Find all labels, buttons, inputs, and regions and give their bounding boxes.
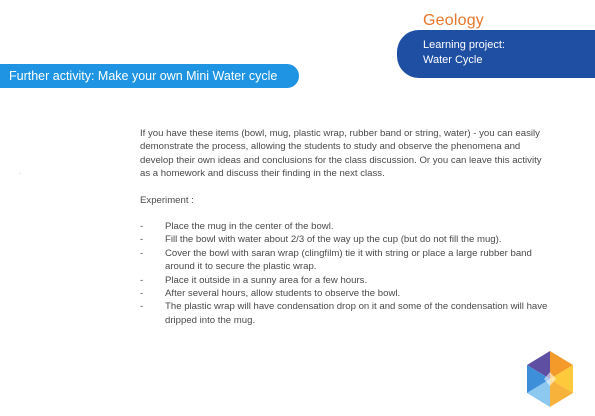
project-tab <box>397 30 595 78</box>
bullet-dash: - <box>140 221 144 233</box>
experiment-label: Experiment : <box>140 194 194 206</box>
project-name: Water Cycle <box>423 54 483 66</box>
step-text: The plastic wrap will have condensation drop on it and some of the condensation will have dripped into the mug. <box>165 301 548 326</box>
activity-content <box>140 127 550 327</box>
step-text: Place the mug in the center of the bowl. <box>165 221 334 233</box>
bullet-dash: - <box>140 234 144 246</box>
bullet-dash: - <box>140 247 144 259</box>
step-text: Fill the bowl with water about 2/3 of the way up the cup (but do not fill the mug). <box>165 234 502 246</box>
step-text: After several hours, allow students to observe the bowl. <box>165 288 401 300</box>
subject-title: Geology <box>423 12 484 29</box>
step-text: Place it outside in a sunny area for a few hours. <box>165 274 368 286</box>
list-item <box>140 300 550 327</box>
intro-paragraph: If you have these items (bowl, mug, plastic wrap, rubber band or string, water) - you can easily demonstrate the process, allowing the students to study and observe the phenomena and develop their own ideas and conclusions for the class discussion. Or you can leave this activity as a homework and discuss their finding in the next class. <box>140 128 542 180</box>
stray-mark: . <box>19 170 21 176</box>
activity-title-bar: Further activity: Make your own Mini Water cycle <box>0 64 299 88</box>
bullet-dash: - <box>140 288 144 300</box>
experiment-steps <box>140 220 550 327</box>
bullet-dash: - <box>140 274 144 286</box>
bullet-dash: - <box>140 301 144 313</box>
list-item <box>140 287 550 300</box>
list-item <box>140 220 550 233</box>
list-item <box>140 247 550 274</box>
list-item <box>140 274 550 287</box>
hexagon-cube-logo-icon <box>525 350 575 408</box>
step-text: Cover the bowl with saran wrap (clingfilm) tie it with string or place a large rubber band around it to secure the plastic wrap. <box>165 247 532 273</box>
project-label: Learning project: <box>423 39 505 51</box>
list-item <box>140 233 550 246</box>
